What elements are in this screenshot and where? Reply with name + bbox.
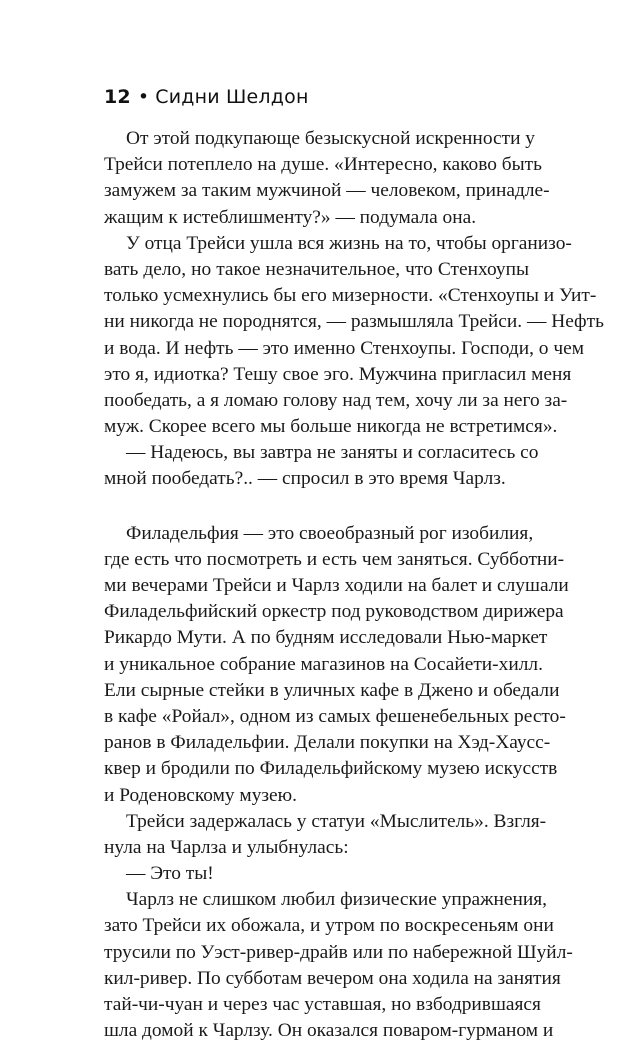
text-line: только усмехнулись бы его мизерности. «Стенхоупы и Уит- (104, 285, 597, 307)
paragraph (104, 440, 539, 492)
text-line: замужем за таким мужчиной — человеком, принадле- (104, 180, 550, 202)
text-line: жащим к истеблишменту?» — подумала она. (104, 206, 477, 228)
text-line: муж. Скорее всего мы больше никогда не встретимся». (104, 416, 558, 438)
header-separator: • (137, 86, 150, 108)
text-line: кил-ривер. По субботам вечером она ходила на занятия (104, 967, 561, 989)
paragraph (104, 809, 547, 861)
text-line: в кафе «Ройал», одном из самых фешенебельных ресто- (104, 705, 566, 727)
text-line: нула на Чарлза и улыбнулась: (104, 836, 349, 858)
paragraph (104, 126, 550, 231)
page-number: 12 (104, 86, 131, 108)
text-line: Филадельфийский оркестр под руководством дирижера (104, 601, 564, 623)
text-line: зато Трейси их обожала, и утром по воскресеньям они (104, 915, 554, 937)
text-line: и Роденовскому музею. (104, 784, 297, 806)
text-line: ранов в Филадельфии. Делали покупки на Хэд-Хаусс- (104, 732, 551, 754)
text-line: Рикардо Мути. А по будням исследовали Нью-маркет (104, 627, 548, 649)
text-line: — Надеюсь, вы завтра не заняты и согласитесь со (126, 442, 539, 464)
text-line: — Это ты! (126, 863, 214, 885)
text-line: и вода. И нефть — это именно Стенхоупы. Господи, о чем (104, 337, 584, 359)
running-header (104, 86, 309, 108)
paragraph (104, 861, 529, 887)
text-line: Филадельфия — это своеобразный рог изобилия, (126, 522, 534, 544)
paragraph (104, 521, 569, 809)
text-line: трусили по Уэст-ривер-драйв или по набережной Шуйл- (104, 941, 573, 963)
text-line: От этой подкупающе безыскусной искренности у (126, 128, 535, 149)
text-line: пообедать, а я ломаю голову над тем, хочу ли за него за- (104, 389, 568, 411)
text-line: тай-чи-чуан и через час уставшая, но взбодрившаяся (104, 994, 541, 1015)
text-line: У отца Трейси ушла вся жизнь на то, чтобы организо- (126, 232, 572, 254)
paragraph (104, 887, 573, 1044)
text-line: Ели сырные стейки в уличных кафе в Джено и обедали (104, 679, 560, 701)
text-line: мной пообедать?.. — спросил в это время Чарлз. (104, 468, 506, 490)
text-line: шла домой к Чарлзу. Он оказался поваром-гурманом и (104, 1020, 554, 1042)
text-line: вать дело, но такое незначительное, что Стенхоупы (104, 258, 529, 280)
section-break (104, 493, 529, 521)
text-line: ми вечерами Трейси и Чарлз ходили на балет и слушали (104, 575, 569, 596)
text-line: ни никогда не породнятся, — размышляла Трейси. — Нефть (104, 311, 604, 333)
paragraph (104, 231, 604, 441)
text-line: Трейси задержалась у статуи «Мыслитель». Взгля- (126, 810, 547, 832)
author-name: Сидни Шелдон (155, 86, 309, 108)
text-line: Трейси потеплело на душе. «Интересно, каково быть (104, 154, 542, 176)
text-line: где есть что посмотреть и есть чем заняться. Субботни- (104, 548, 565, 570)
text-line: и уникальное собрание магазинов на Сосайети-хилл. (104, 653, 543, 675)
text-line: это я, идиотка? Тешу свое эго. Мужчина пригласил меня (104, 363, 572, 385)
text-line: Чарлз не слишком любил физические упражнения, (126, 889, 548, 911)
body-text (104, 126, 604, 1044)
text-line: квер и бродили по Филадельфийскому музею искусств (104, 758, 558, 780)
